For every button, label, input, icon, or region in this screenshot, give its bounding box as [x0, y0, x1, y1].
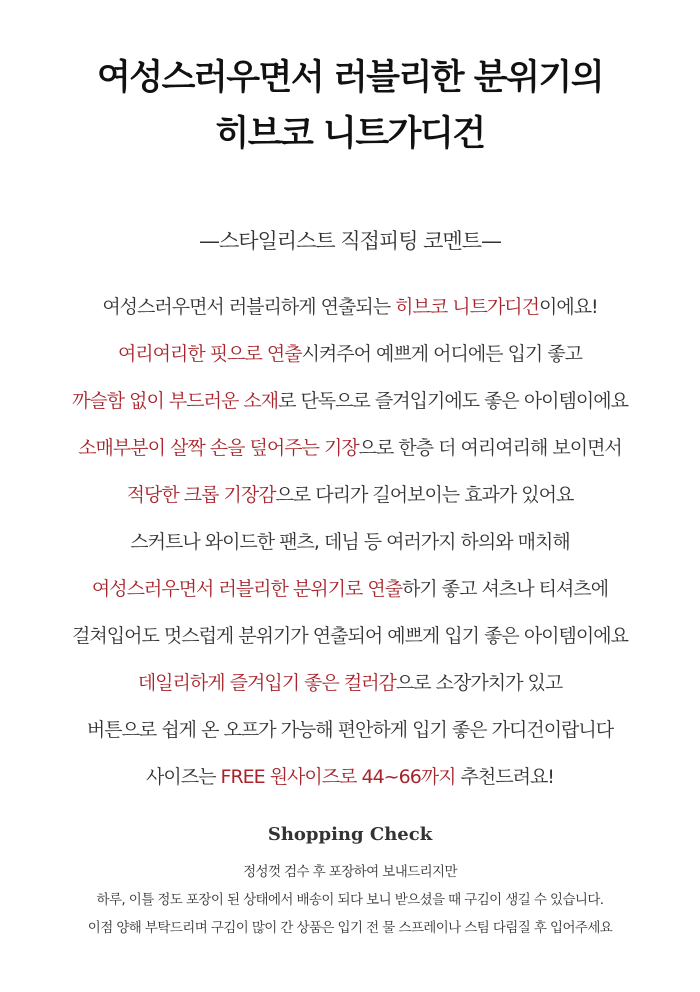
highlight-text: 여리여리한 핏으로 연출	[117, 343, 302, 365]
comment-text: 으로 다리가 길어보이는 효과가 있어요	[275, 484, 574, 506]
shopping-check-title: Shopping Check	[267, 824, 433, 845]
shopping-check-line: 이점 양해 부탁드리며 구김이 많이 간 상품은 입기 전 물 스프레이나 스팀 다림질 후 입어주세요	[87, 920, 613, 936]
highlight-text: 까슬함 없이 부드러운 소재	[72, 390, 279, 412]
comment-line	[0, 519, 700, 566]
comment-line	[0, 284, 700, 331]
page-title	[0, 50, 700, 162]
highlight-text: 적당한 크롭 기장감	[126, 484, 276, 506]
comment-text: 시켜주어 예쁘게 어디에든 입기 좋고	[301, 343, 583, 365]
comment-text: 으로 소장가치가 있고	[395, 672, 563, 694]
shopping-check-notice	[0, 858, 700, 942]
comment-text: 사이즈는	[146, 766, 221, 788]
shopping-check-line: 정성껏 검수 후 포장하여 보내드리지만	[243, 864, 457, 880]
comment-text: 이에요!	[538, 296, 598, 318]
comment-text: 걸쳐입어도 멋스럽게 분위기가 연출되어 예쁘게 입기 좋은 아이템이에요	[72, 625, 628, 647]
stylist-comment-heading: —스타일리스트 직접피팅 코멘트—	[198, 229, 502, 253]
shopping-check-line: 하루, 이틀 정도 포장이 된 상태에서 배송이 되다 보니 받으셨을 때 구김이 생길 수 있습니다.	[96, 892, 604, 908]
comment-line	[0, 754, 700, 801]
comment-line	[0, 660, 700, 707]
comment-text: 스커트나 와이드한 팬츠, 데님 등 여러가지 하의와 매치해	[130, 531, 570, 553]
comment-line	[0, 613, 700, 660]
comment-text: 여성스러우면서 러블리하게 연출되는	[102, 296, 396, 318]
comment-line	[0, 566, 700, 613]
title-line-1: 여성스러우면서 러블리한 분위기의	[96, 58, 604, 98]
highlight-text: 여성스러우면서 러블리한 분위기로 연출	[91, 578, 403, 600]
comment-text: 하기 좋고 셔츠나 티셔츠에	[402, 578, 609, 600]
highlight-text: 소매부분이 살짝 손을 덮어주는 기장	[78, 437, 359, 459]
highlight-text: 데일리하게 즐겨입기 좋은 컬러감	[137, 672, 396, 694]
stylist-comment-list	[0, 284, 700, 801]
comment-text: 으로 한층 더 여리여리해 보이면서	[358, 437, 622, 459]
highlight-text: 히브코 니트가디건	[395, 296, 539, 318]
title-line-2: 히브코 니트가디건	[215, 114, 485, 154]
comment-line	[0, 707, 700, 754]
highlight-text: FREE 원사이즈로 44~66까지	[220, 766, 456, 788]
comment-text: 버튼으로 쉽게 온 오프가 가능해 편안하게 입기 좋은 가디건이랍니다	[86, 719, 614, 741]
comment-line	[0, 378, 700, 425]
comment-text: 로 단독으로 즐겨입기에도 좋은 아이템이에요	[278, 390, 628, 412]
comment-text: 추천드려요!	[455, 766, 554, 788]
comment-line	[0, 472, 700, 519]
comment-line	[0, 425, 700, 472]
comment-line	[0, 331, 700, 378]
